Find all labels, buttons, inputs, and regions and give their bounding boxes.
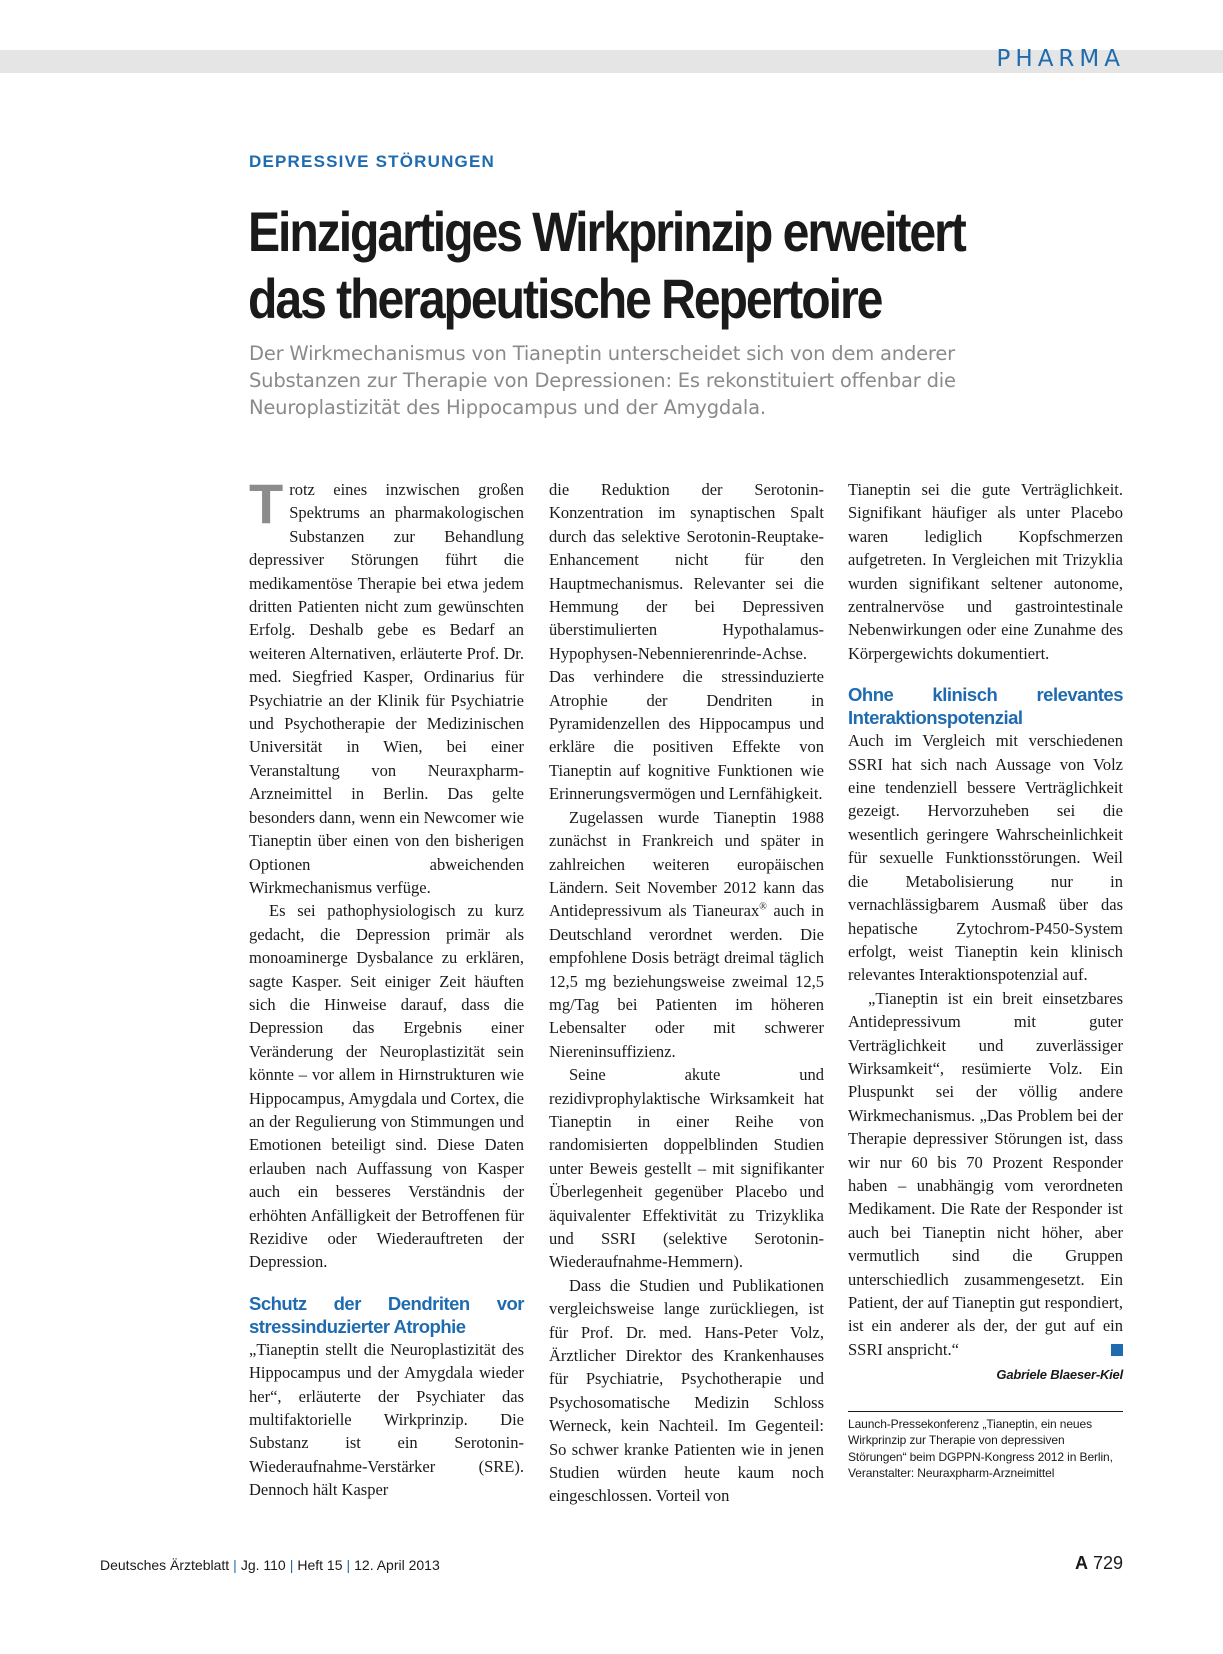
- paragraph-text: auch in Deutschland verordnet werden. Die empfohlene Dosis beträgt dreimal täglich 12,5 mg beziehungsweise zweimal 12,5 mg/Tag bei Patienten im höheren Lebensalter oder mit schwerer Niereninsuffizienz.: [549, 901, 824, 1061]
- page-prefix: A: [1074, 1553, 1088, 1573]
- section-label: PHARMA: [996, 46, 1125, 72]
- journal-name: Deutsches Ärzteblatt: [100, 1557, 230, 1573]
- journal-issue: Heft 15: [297, 1557, 343, 1573]
- text-column-2: [549, 478, 824, 1508]
- text-column-1: [249, 472, 524, 1502]
- paragraph-continued: Tianeptin sei die gute Verträglichkeit. Signifikant häufiger als unter Placebo waren lediglich Kopfschmerzen aufgetreten. In Vergleichen mit Trizyklia wurden signifikant seltener autonome, zentralnervöse und gastrointestinale Nebenwirkungen oder eine Zunahme des Körpergewichts dokumentiert.: [848, 480, 1123, 663]
- drop-cap: T: [249, 472, 284, 535]
- title-line-1: Einzigartiges Wirkprinzip erweitert: [248, 200, 965, 263]
- author-name: Gabriele Blaeser-Kiel: [996, 1367, 1123, 1383]
- title-line-2: das therapeutische Repertoire: [248, 267, 882, 330]
- separator: |: [289, 1557, 294, 1573]
- subheading-interaktion: Ohne klinisch relevantes Interaktionspotenzial: [848, 684, 1123, 729]
- page-number: [1075, 1553, 1123, 1574]
- journal-volume: Jg. 110: [240, 1557, 286, 1573]
- text-column-3: [848, 478, 1123, 1482]
- paragraph: [848, 987, 1123, 1362]
- journal-date: 12. April 2013: [354, 1557, 440, 1573]
- paragraph: Dass die Studien und Publikationen vergleichsweise lange zurückliegen, ist für Prof. Dr. med. Hans-Peter Volz, Ärztlicher Direktor des Krankenhauses für Psychiatrie, Psychotherapie und Psychosomatische Medizin Schloss Werneck, kein Nachteil. Im Gegenteil: So schwer kranke Patienten wie in jenen Studien würden heute kaum noch eingeschlossen. Vorteil von: [549, 1275, 824, 1506]
- page-number-value: 729: [1092, 1553, 1123, 1573]
- article-kicker: DEPRESSIVE STÖRUNGEN: [249, 152, 495, 171]
- article-title: [248, 198, 1022, 332]
- registered-mark: ®: [759, 901, 767, 913]
- paragraph: Es sei pathophysiologisch zu kurz gedacht, die Depression primär als monoaminerge Dysbalance zu erklären, sagte Kasper. Seit einiger Zeit häuften sich die Hinweise darauf, dass die Depression das Ergebnis einer Veränderung der Neuroplastizität sein könnte – vor allem in Hirnstrukturen wie Hippocampus, Amygdala und Cortex, die an der Regulierung von Stimmungen und Emotionen beteiligt sind. Diese Daten erlauben nach Auffassung von Kasper auch ein besseres Verständnis der erhöhten Anfälligkeit der Betroffenen für Rezidive oder Wiederauftreten der Depression.: [249, 901, 524, 1272]
- paragraph: Auch im Vergleich mit verschiedenen SSRI hat sich nach Aussage von Volz eine tendenziell bessere Verträglichkeit gezeigt. Hervorzuheben sei die wesentlich geringere Wahrscheinlichkeit für sexuelle Funktionsstörungen. Weil die Metabolisierung nur in vernachlässigbarem Ausmaß über das hepatische Zytochrom-P450-System erfolgt, weist Tianeptin kein klinisch relevantes Interaktionspotenzial auf.: [848, 731, 1123, 985]
- paragraph-text: Zugelassen wurde Tianeptin 1988 zunächst in Frankreich und später in zahlreichen weiteren europäischen Ländern. Seit November 2012 kann das Antidepressivum als Tianeurax: [549, 807, 824, 921]
- paragraph-text: „Tianeptin ist ein breit einsetzbares Antidepressivum mit guter Verträglichkeit und zuverlässiger Wirksamkeit“, resümierte Volz. Ein Pluspunkt sei der völlig andere Wirkmechanismus. „Das Problem bei der Therapie depressiver Störungen ist, dass wir nur 60 bis 70 Prozent Responder haben – unabhängig vom verordneten Medikament. Die Rate der Responder ist auch bei Tianeptin nicht höher, aber vermutlich sind die Gruppen unterschiedlich zusammengesetzt. Ein Patient, der auf Tianeptin gut respondiert, ist ein anderer als der, der gut auf ein SSRI anspricht.“: [848, 988, 1123, 1359]
- article-lead: Der Wirkmechanismus von Tianeptin unterscheidet sich von dem anderer Substanzen zur Therapie von Depressionen: Es rekonstituiert offenbar die Neuroplastizität des Hippocampus und der Amygdala.: [249, 342, 956, 419]
- paragraph: Seine akute und rezidivprophylaktische Wirksamkeit hat Tianeptin in einer Reihe von randomisierten doppelblinden Studien unter Beweis gestellt – mit signifikanter Überlegenheit gegenüber Placebo und äquivalenter Effektivität zu Trizyklika und SSRI (selektive Serotonin-Wiederaufnahme-Hemmern).: [549, 1065, 824, 1272]
- separator: |: [233, 1557, 237, 1573]
- subheading-dendriten: Schutz der Dendriten vor stressinduzierter Atrophie: [249, 1292, 524, 1337]
- paragraph: [249, 472, 524, 899]
- paragraph: „Tianeptin stellt die Neuroplastizität des Hippocampus und der Amygdala wieder her“, erläuterte der Psychiater das multifaktorielle Wirkprinzip. Die Substanz ist ein Serotonin-Wiederaufnahme-Verstärker (SRE). Dennoch hält Kasper: [249, 1339, 524, 1500]
- footer-citation: [100, 1557, 440, 1573]
- paragraph-text: rotz eines inzwischen großen Spektrums an pharmakologischen Substanzen zur Behandlung depressiver Störungen führt die medikamentöse Therapie bei etwa jedem dritten Patienten nicht zum gewünschten Erfolg. Deshalb gebe es Bedarf an weiteren Alternativen, erläuterte Prof. Dr. med. Siegfried Kasper, Ordinarius für Psychiatrie an der Klinik für Psychiatrie und Psychotherapie der Medizinischen Universität in Wien, bei einer Veranstaltung von Neuraxpharm-Arzneimittel in Berlin. Das gelte besonders dann, wenn ein Newcomer wie Tianeptin über einen von den bisherigen Optionen abweichenden Wirkmechanismus verfüge.: [249, 480, 524, 897]
- source-note: Launch-Pressekonferenz „Tianeptin, ein neues Wirkprinzip zur Therapie von depressiven Störungen“ beim DGPPN-Kongress 2012 in Berlin, Veranstalter: Neuraxpharm-Arzneimittel: [848, 1411, 1123, 1482]
- paragraph-continued: die Reduktion der Serotonin-Konzentration im synaptischen Spalt durch das selektive Serotonin-Reuptake-Enhancement nicht für den Hauptmechanismus. Relevanter sei die Hemmung der bei Depressiven überstimulierten Hypothalamus-Hypophysen-Nebennierenrinde-Achse. Das verhindere die stressinduzierte Atrophie der Dendriten in Pyramidenzellen des Hippocampus und erkläre die positiven Effekte von Tianeptin auf kognitive Funktionen wie Erinnerungsvermögen und Lernfähigkeit.: [549, 480, 824, 804]
- separator: |: [346, 1557, 351, 1573]
- paragraph: [549, 806, 824, 1063]
- end-mark-icon: [1111, 1344, 1123, 1356]
